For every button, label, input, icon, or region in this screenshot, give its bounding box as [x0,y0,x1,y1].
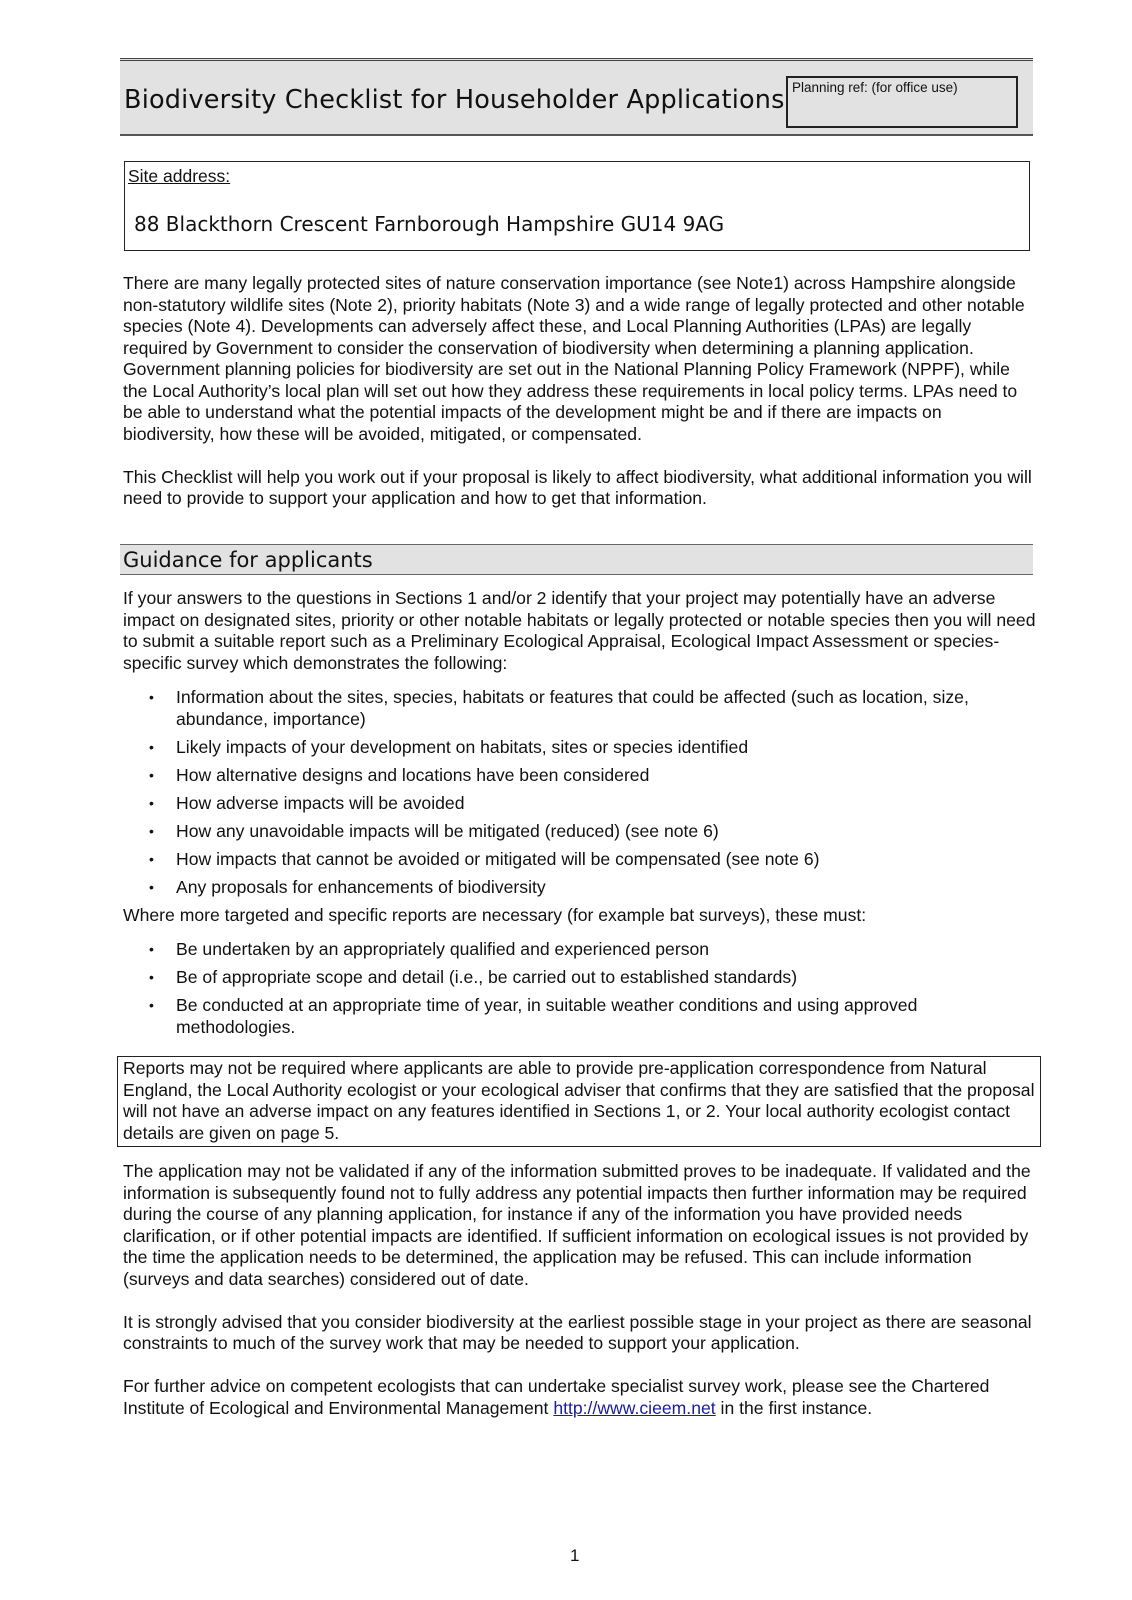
list-item: • Be of appropriate scope and detail (i.e., be carried out to established standards) [123,967,1038,989]
list-item: • Be conducted at an appropriate time of year, in suitable weather conditions and using approved methodologies. [123,995,1038,1038]
ecologist-text-end: in the first instance. [715,1397,873,1418]
site-address-value: 88 Blackthorn Crescent Farnborough Hampshire GU14 9AG [134,212,725,236]
cieem-link[interactable]: http://www.cieem.net [553,1397,716,1418]
list-item: • How alternative designs and locations have been considered [123,765,1038,787]
ecologist-paragraph [123,1376,1038,1419]
site-address-label: Site address: [128,166,231,186]
guidance-heading: Guidance for applicants [123,548,373,572]
requirements-list [123,687,1038,898]
page-title: Biodiversity Checklist for Householder Applications [124,85,785,115]
list-item: • How adverse impacts will be avoided [123,793,1038,815]
reports-note-box: Reports may not be required where applicants are able to provide pre-application correspondence from Natural England, the Local Authority ecologist or your ecological adviser that confirms that they are satisfied that the proposal will not have an adverse impact on any features identified in Sections 1, or 2. Your local authority ecologist contact details are given on page 5. [117,1056,1041,1147]
list-item: • Be undertaken by an appropriately qualified and experienced person [123,939,1038,961]
intro-paragraph: There are many legally protected sites of nature conservation importance (see Note1) across Hampshire alongside non-statutory wildlife sites (Note 2), priority habitats (Note 3) and a wide range of legally protected and other notable species (Note 4). Developments can adversely affect these, and Local Planning Authorities (LPAs) are legally required by Government to consider the conservation of biodiversity when determining a planning application. Government planning policies for biodiversity are set out in the National Planning Policy Framework (NPPF), while the Local Authority’s local plan will set out how they address these requirements in local policy terms. LPAs need to be able to understand what the potential impacts of the development might be and if there are impacts on biodiversity, how these will be avoided, mitigated, or compensated. [123,273,1025,444]
guidance-section-header [120,544,1033,575]
closing-text [123,1161,1038,1419]
guidance-body [123,588,1038,1045]
list-item: • Information about the sites, species, habitats or features that could be affected (such as location, size, abundance, importance) [123,687,1038,730]
guidance-lead: If your answers to the questions in Sections 1 and/or 2 identify that your project may potentially have an adverse impact on designated sites, priority or other notable habitats or legally protected or notable species then you will need to submit a suitable report such as a Preliminary Ecological Appraisal, Ecological Impact Assessment or species-specific survey which demonstrates the following: [123,588,1036,673]
ecologist-text: For further advice on competent ecologists that can undertake specialist survey work, please see the Chartered Institute of Ecological and Environmental Management [123,1376,990,1418]
guidance-lead-2: Where more targeted and specific reports are necessary (for example bat surveys), these must: [123,904,867,925]
list-item: • How impacts that cannot be avoided or mitigated will be compensated (see note 6) [123,849,1038,871]
list-item: • Likely impacts of your development on habitats, sites or species identified [123,737,1038,759]
site-address-box [124,161,1030,251]
validation-paragraph: The application may not be validated if any of the information submitted proves to be inadequate. If validated and the information is subsequently found not to fully address any potential impacts then further information may be required during the course of any planning application, for instance if any of the information you have provided needs clarification, or if other potential impacts are identified. If sufficient information on ecological issues is not provided by the time the application needs to be determined, the application may be refused. This can include information (surveys and data searches) considered out of date. [123,1161,1031,1289]
advice-paragraph: It is strongly advised that you consider biodiversity at the earliest possible stage in your project as there are seasonal constraints to much of the survey work that may be needed to support your application. [123,1311,1032,1353]
intro [123,273,1038,510]
list-item: • Any proposals for enhancements of biodiversity [123,877,1038,899]
document-header [120,58,1033,136]
page-number: 1 [570,1546,580,1565]
intro-paragraph: This Checklist will help you work out if your proposal is likely to affect biodiversity, what additional information you will need to provide to support your application and how to get that information. [123,466,1032,508]
planning-ref-box: Planning ref: (for office use) [786,76,1018,128]
report-requirements-list [123,939,1038,1038]
list-item: • How any unavoidable impacts will be mitigated (reduced) (see note 6) [123,821,1038,843]
